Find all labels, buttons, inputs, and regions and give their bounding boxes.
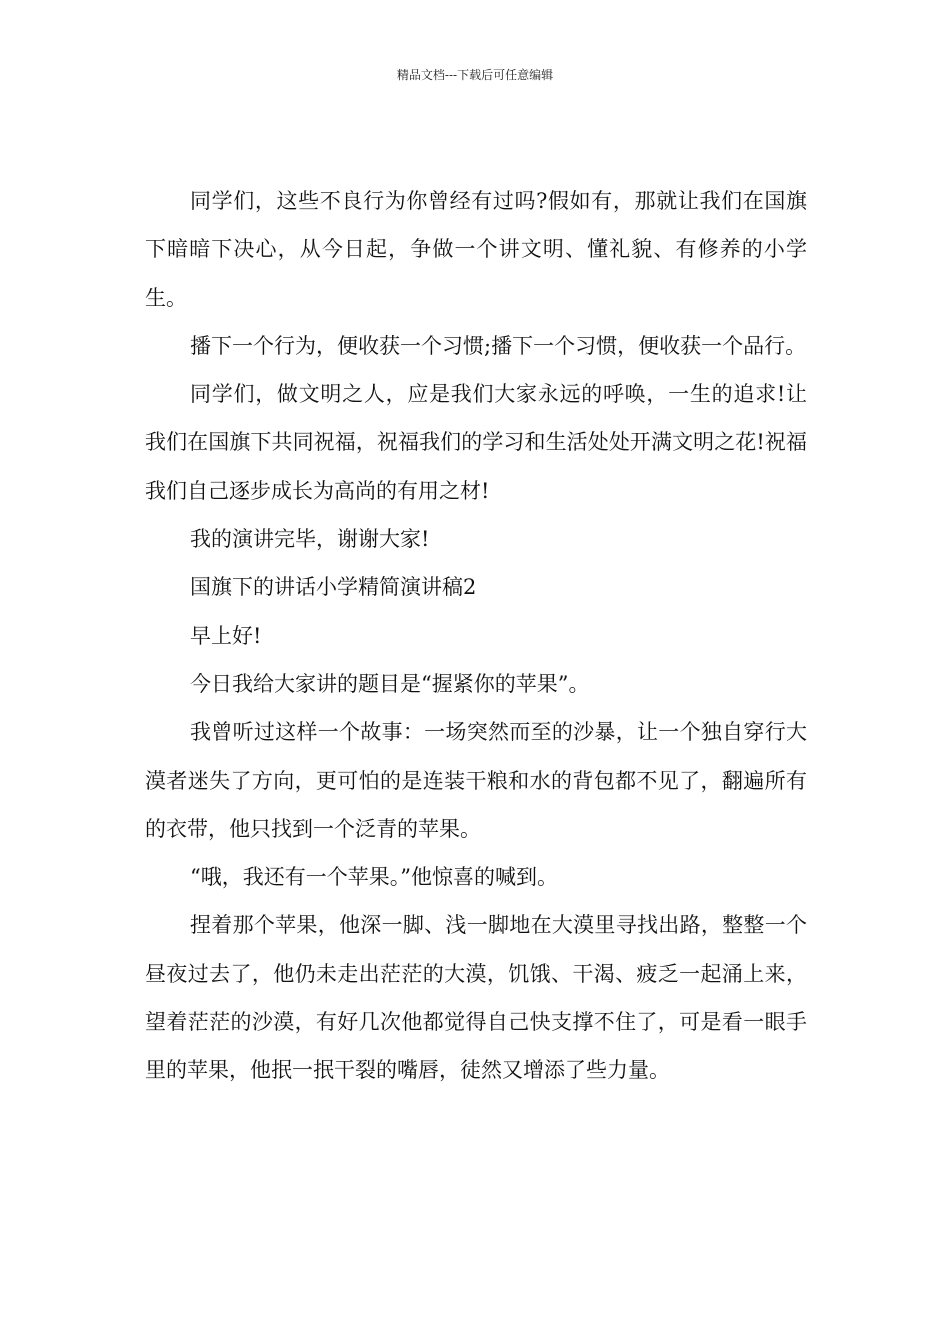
paragraph-3: 同学们，做文明之人，应是我们大家永远的呼唤，一生的追求!让我们在国旗下共同祝福，祝福我们的学习和生活处处开满文明之花!祝福我们自己逐步成长为高尚的有用之材! [145,382,807,503]
paragraph-topic: 今日我给大家讲的题目是“握紧你的苹果”。 [190,671,590,696]
document-body [145,177,807,1095]
paragraph-quote: “哦，我还有一个苹果。”他惊喜的喊到。 [190,865,558,890]
page-header: 精品文档---下载后可任意编辑 [396,68,554,82]
paragraph-4: 我的演讲完毕，谢谢大家! [190,527,430,552]
paragraph-1: 同学们，这些不良行为你曾经有过吗?假如有，那就让我们在国旗下暗暗下决心，从今日起，争做一个讲文明、懂礼貌、有修养的小学生。 [145,189,807,310]
paragraph-2: 播下一个行为，便收获一个习惯;播下一个习惯，便收获一个品行。 [190,333,807,358]
section-title: 国旗下的讲话小学精简演讲稿2 [190,575,477,600]
paragraph-story: 我曾听过这样一个故事：一场突然而至的沙暴，让一个独自穿行大漠者迷失了方向，更可怕的是连装干粮和水的背包都不见了，翻遍所有的衣带，他只找到一个泛青的苹果。 [145,720,807,841]
greeting: 早上好! [190,623,262,648]
paragraph-journey: 捏着那个苹果，他深一脚、浅一脚地在大漠里寻找出路，整整一个昼夜过去了，他仍未走出茫茫的大漠，饥饿、干渴、疲乏一起涌上来，望着茫茫的沙漠，有好几次他都觉得自己快支撑不住了，可是看一眼手里的苹果，他抿一抿干裂的嘴唇，徒然又增添了些力量。 [145,913,807,1083]
